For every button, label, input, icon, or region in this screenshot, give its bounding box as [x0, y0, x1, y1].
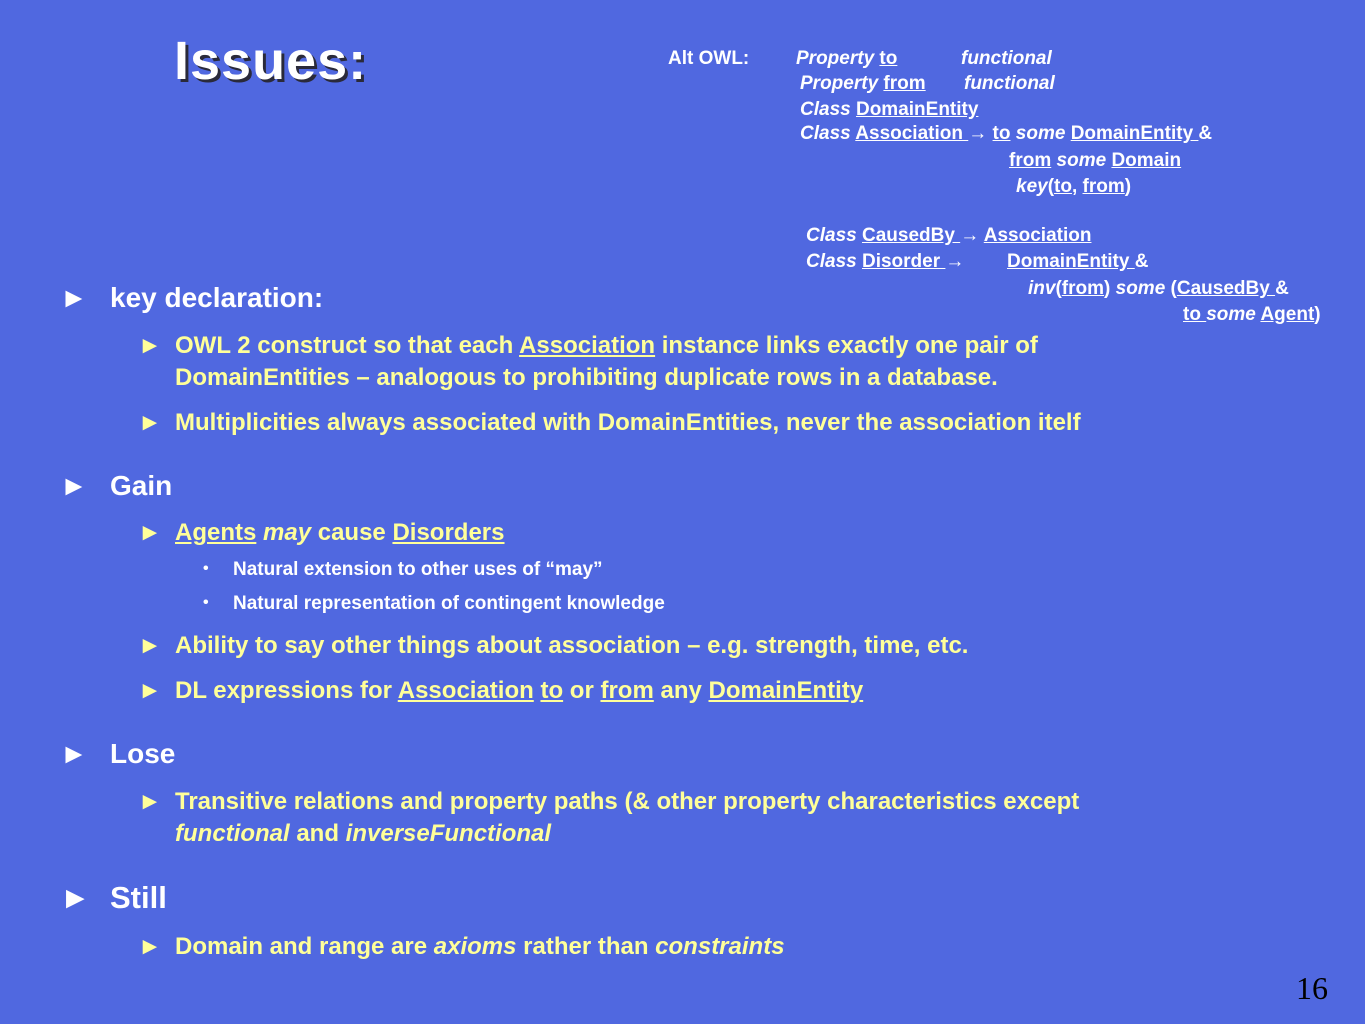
alt-owl-label: Alt OWL: [668, 48, 750, 69]
alt-owl-line-4: Class Association → to some DomainEntity & [800, 123, 1213, 144]
gain-sub-bullet-2: Natural representation of contingent knowledge [233, 593, 665, 614]
lose-bullet-1-line-1: Transitive relations and property paths (& other property characteristics except [175, 788, 1080, 815]
alt-owl-line-2: Property from [800, 73, 926, 94]
section-gain: Gain [110, 470, 173, 501]
level1-bullet-icon: ► [60, 738, 88, 769]
page-number: 16 [1296, 970, 1328, 1006]
alt-owl-line-5: from some Domain [1009, 150, 1182, 171]
still-bullet-1: Domain and range are axioms rather than constraints [175, 933, 785, 960]
implies-icon: → [960, 225, 980, 246]
level2-bullet-icon: ► [138, 677, 162, 704]
gain-sub-bullet-1: Natural extension to other uses of “may” [233, 559, 603, 580]
level1-bullet-icon: ► [60, 470, 88, 501]
sub-bullet-icon: • [203, 594, 209, 611]
gain-bullet-2: Ability to say other things about association – e.g. strength, time, etc. [175, 632, 969, 659]
alt-owl-line-8: Class Disorder → [806, 251, 965, 272]
alt-owl-line-1-functional: functional [961, 48, 1052, 69]
level2-bullet-icon: ► [138, 933, 162, 960]
alt-owl-line-3: Class DomainEntity [800, 99, 979, 120]
level1-bullet-icon: ► [60, 282, 88, 313]
gain-bullet-1: Agents may cause Disorders [175, 519, 505, 546]
alt-owl-line-8-target: DomainEntity & [1007, 251, 1149, 272]
implies-icon: → [968, 123, 988, 144]
alt-owl-line-9: inv(from) some (CausedBy & [1028, 278, 1289, 299]
gain-bullet-3: DL expressions for Association to or from any DomainEntity [175, 677, 864, 704]
key-bullet-1-line-1: OWL 2 construct so that each Association instance links exactly one pair of [175, 332, 1038, 359]
level2-bullet-icon: ► [138, 632, 162, 659]
section-lose: Lose [110, 738, 176, 769]
section-key-declaration: key declaration: [110, 282, 324, 313]
level2-bullet-icon: ► [138, 519, 162, 546]
alt-owl-line-1: Property to [796, 48, 898, 69]
section-still: Still [110, 880, 167, 915]
key-bullet-1-line-2: DomainEntities – analogous to prohibiting duplicate rows in a database. [175, 364, 998, 391]
alt-owl-line-2-functional: functional [964, 73, 1055, 94]
sub-bullet-icon: • [203, 560, 209, 577]
alt-owl-line-6: key(to, from) [1016, 176, 1132, 197]
level2-bullet-icon: ► [138, 409, 162, 436]
level1-bullet-icon: ► [60, 880, 91, 915]
lose-bullet-1-line-2: functional and inverseFunctional [175, 820, 552, 847]
alt-owl-line-10: to some Agent) [1183, 304, 1321, 325]
alt-owl-line-7: Class CausedBy → Association [806, 225, 1092, 246]
implies-icon: → [945, 251, 965, 272]
level2-bullet-icon: ► [138, 788, 162, 815]
level2-bullet-icon: ► [138, 332, 162, 359]
slide-title: Issues: [174, 31, 368, 91]
key-bullet-2: Multiplicities always associated with DomainEntities, never the association itelf [175, 409, 1081, 436]
